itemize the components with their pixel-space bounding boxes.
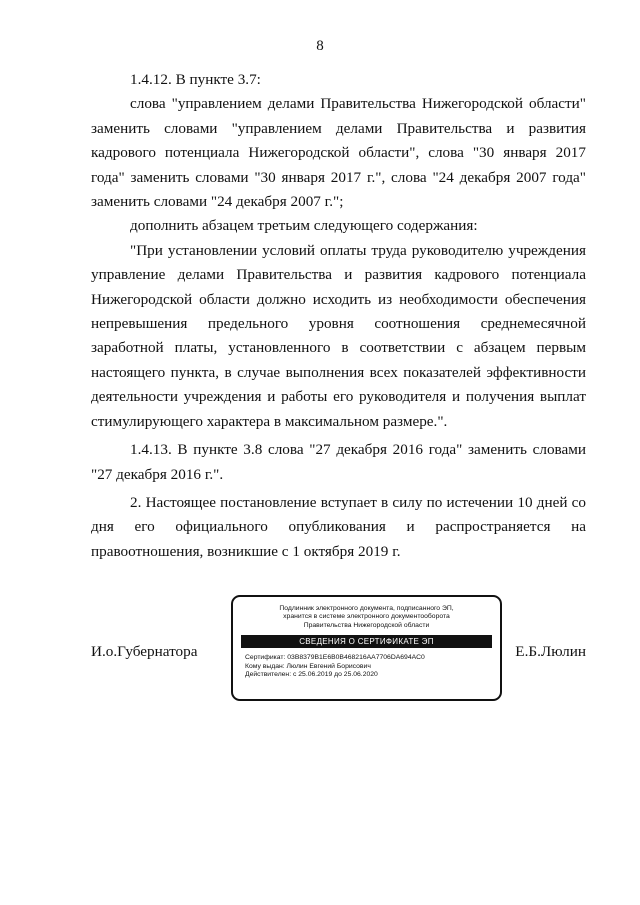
- certificate-header: СВЕДЕНИЯ О СЕРТИФИКАТЕ ЭП: [241, 635, 492, 648]
- e-signature-stamp: [231, 595, 502, 701]
- paragraph-replace-words: слова "управлением делами Правительства Нижегородской области" заменить словами "управлением делами Правительства и развития кадрового потенциала Нижегородской области", слова "30 января 2017 года" заменить словами "30 января 2017 г.", слова "24 декабря 2007 года" заменить словами "24 декабря 2007 г.";: [91, 95, 586, 211]
- certificate-serial: Сертификат: 03B8379B1E6B0B468216AA7706DA694AC0: [245, 654, 425, 662]
- paragraph-item-1-4-12: 1.4.12. В пункте 3.7:: [130, 71, 261, 88]
- stamp-line-3: Правительства Нижегородской области: [303, 621, 430, 629]
- paragraph-effective-date: 2. Настоящее постановление вступает в силу по истечении 10 дней со дня его официального опубликования и распространяется на правоотношения, возникшие с 1 октября 2019 г.: [91, 493, 586, 560]
- page-number: 8: [316, 38, 324, 54]
- certificate-owner: Кому выдан: Люлин Евгений Борисович: [245, 662, 371, 670]
- stamp-line-2: хранится в системе электронного документооборота: [283, 613, 450, 621]
- signatory-position: И.о.Губернатора: [91, 643, 198, 660]
- certificate-validity: Действителен: с 25.06.2019 до 25.06.2020: [245, 671, 378, 679]
- stamp-line-1: Подлинник электронного документа, подписанного ЭП,: [279, 605, 454, 612]
- paragraph-item-1-4-13: 1.4.13. В пункте 3.8 слова "27 декабря 2016 года" заменить словами "27 декабря 2016 г.".: [91, 441, 586, 483]
- signatory-name: Е.Б.Люлин: [515, 643, 586, 660]
- document-body: [91, 68, 586, 564]
- paragraph-quoted-clause: "При установлении условий оплаты труда руководителю учреждения управление делами Правительства и развития кадрового потенциала Нижегородской области должно исходить из необходимости обеспечения непревышения предельного уровня соотношения среднемесячной заработной платы, установленного в соответствии с абзацем первым настоящего пункта, в случае выполнения всех показателей эффективности деятельности учреждения и работы его руководителя и получения выплат стимулирующего характера в максимальном размере.".: [91, 241, 586, 430]
- paragraph-add-clause: дополнить абзацем третьим следующего содержания:: [130, 217, 478, 235]
